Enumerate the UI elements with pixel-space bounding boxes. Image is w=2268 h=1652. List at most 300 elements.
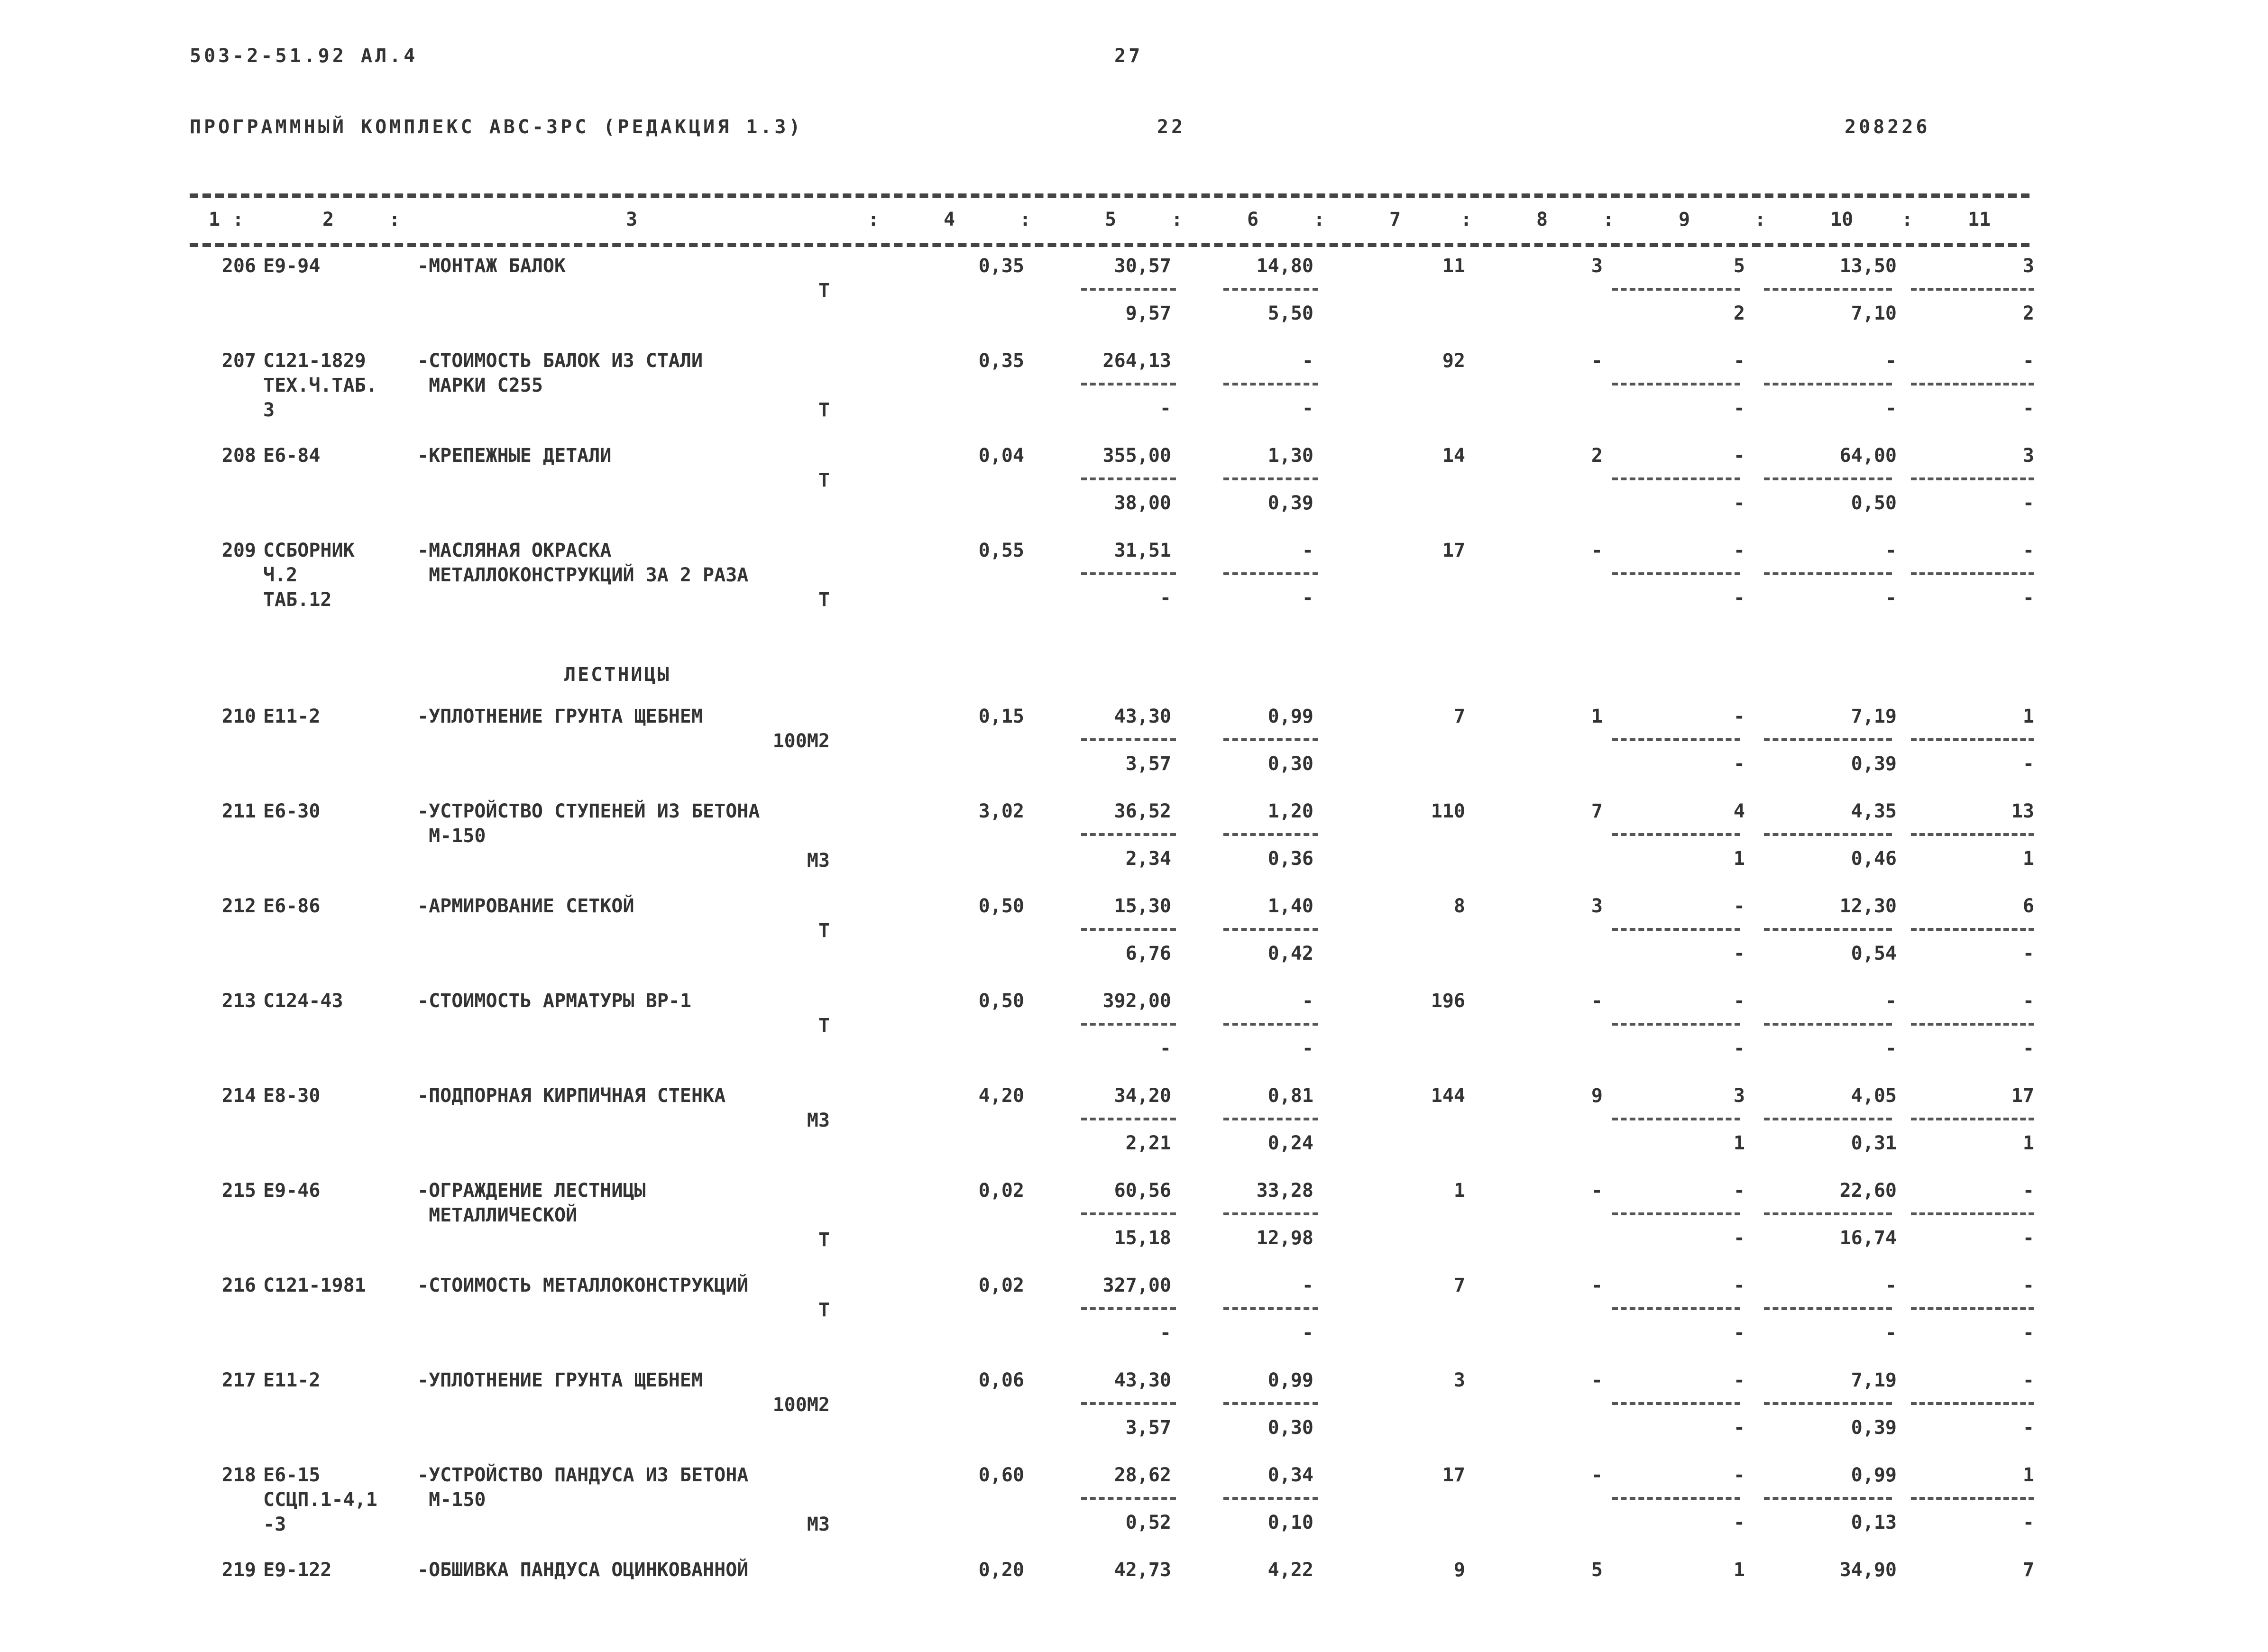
row-quantity: 0,35 bbox=[978, 350, 1024, 372]
col11-value: 3 bbox=[2022, 445, 2034, 467]
row-unit: Т bbox=[818, 1015, 830, 1037]
row-quantity: 0,20 bbox=[978, 1559, 1024, 1581]
col6-subvalue: 5,50 bbox=[1267, 303, 1313, 324]
col7-value: 7 bbox=[1453, 706, 1465, 727]
subtotal-rule bbox=[1764, 477, 1892, 480]
col9-subvalue: 1 bbox=[1733, 1132, 1745, 1154]
col5-value: 43,30 bbox=[1114, 1369, 1171, 1391]
col8-value: - bbox=[1591, 350, 1603, 372]
col8-value: - bbox=[1591, 1464, 1603, 1486]
col7-value: 110 bbox=[1431, 800, 1465, 822]
col11-value: 6 bbox=[2022, 895, 2034, 917]
col5-subvalue: - bbox=[1159, 587, 1171, 609]
page-number: 27 bbox=[1114, 45, 1143, 67]
col10-value: 13,50 bbox=[1839, 255, 1897, 277]
row-quantity: 0,50 bbox=[978, 895, 1024, 917]
col5-subvalue: 0,52 bbox=[1125, 1512, 1171, 1533]
row-description: -ОГРАЖДЕНИЕ ЛЕСТНИЦЫ bbox=[417, 1180, 646, 1202]
col6-subvalue: 0,30 bbox=[1267, 1417, 1313, 1439]
row-number: 219 bbox=[221, 1559, 256, 1581]
row-description: М-150 bbox=[417, 825, 486, 847]
col6-value: 0,99 bbox=[1267, 1369, 1313, 1391]
subtotal-rule bbox=[1911, 1118, 2034, 1120]
col9-subvalue: 1 bbox=[1733, 848, 1745, 870]
col10-value: 0,99 bbox=[1851, 1464, 1897, 1486]
col11-value: 17 bbox=[2011, 1085, 2034, 1107]
row-number: 213 bbox=[221, 990, 256, 1012]
col11-subvalue: - bbox=[2022, 943, 2034, 964]
col5-value: 327,00 bbox=[1102, 1275, 1171, 1296]
row-code: Ч.2 bbox=[263, 564, 298, 586]
subtotal-rule bbox=[1081, 1497, 1176, 1500]
col8-value: - bbox=[1591, 1275, 1603, 1296]
col11-value: - bbox=[2022, 350, 2034, 372]
col10-subvalue: 7,10 bbox=[1851, 303, 1897, 324]
col8-value: 2 bbox=[1591, 445, 1603, 467]
col10-subvalue: - bbox=[1885, 1322, 1897, 1344]
col9-value: - bbox=[1733, 706, 1745, 727]
column-separator: : bbox=[232, 209, 244, 230]
row-description: -СТОИМОСТЬ АРМАТУРЫ ВР-1 bbox=[417, 990, 691, 1012]
col7-value: 14 bbox=[1442, 445, 1465, 467]
col10-subvalue: 0,39 bbox=[1851, 753, 1897, 775]
col10-value: - bbox=[1885, 990, 1897, 1012]
col6-subvalue: 0,30 bbox=[1267, 753, 1313, 775]
col5-value: 31,51 bbox=[1114, 540, 1171, 561]
col8-value: 9 bbox=[1591, 1085, 1603, 1107]
row-code: 3 bbox=[263, 399, 275, 421]
subtotal-rule bbox=[1612, 833, 1740, 836]
col6-subvalue: - bbox=[1302, 397, 1313, 419]
subtotal-rule bbox=[1911, 1212, 2034, 1215]
row-unit: М3 bbox=[807, 1110, 830, 1131]
subtotal-rule bbox=[1911, 1307, 2034, 1310]
subtotal-rule bbox=[1911, 383, 2034, 385]
col6-value: 4,22 bbox=[1267, 1559, 1313, 1581]
subtotal-rule bbox=[1081, 1307, 1176, 1310]
subtotal-rule bbox=[1081, 1118, 1176, 1120]
col10-value: 22,60 bbox=[1839, 1180, 1897, 1202]
row-number: 210 bbox=[221, 706, 256, 727]
row-quantity: 3,02 bbox=[978, 800, 1024, 822]
col11-value: 3 bbox=[2022, 255, 2034, 277]
row-description: -УСТРОЙСТВО СТУПЕНЕЙ ИЗ БЕТОНА bbox=[417, 800, 760, 822]
row-description: -АРМИРОВАНИЕ СЕТКОЙ bbox=[417, 895, 634, 917]
subtotal-rule bbox=[1081, 383, 1176, 385]
col10-value: 12,30 bbox=[1839, 895, 1897, 917]
subtotal-rule bbox=[1081, 1023, 1176, 1026]
row-code: Е9-122 bbox=[263, 1559, 332, 1581]
col11-subvalue: - bbox=[2022, 1322, 2034, 1344]
col6-value: - bbox=[1302, 350, 1313, 372]
col7-value: 17 bbox=[1442, 1464, 1465, 1486]
subtotal-rule bbox=[1081, 1212, 1176, 1215]
row-description: -УПЛОТНЕНИЕ ГРУНТА ЩЕБНЕМ bbox=[417, 706, 703, 727]
subtotal-rule bbox=[1223, 1307, 1318, 1310]
col11-value: - bbox=[2022, 1369, 2034, 1391]
col9-subvalue: - bbox=[1733, 943, 1745, 964]
col6-value: 0,34 bbox=[1267, 1464, 1313, 1486]
subtotal-rule bbox=[1612, 1023, 1740, 1026]
col10-value: - bbox=[1885, 350, 1897, 372]
col7-value: 92 bbox=[1442, 350, 1465, 372]
column-separator: : bbox=[1901, 209, 1913, 230]
col5-subvalue: 9,57 bbox=[1125, 303, 1171, 324]
col6-subvalue: 0,39 bbox=[1267, 492, 1313, 514]
subtotal-rule bbox=[1911, 1023, 2034, 1026]
row-description: МЕТАЛЛИЧЕСКОЙ bbox=[417, 1204, 578, 1226]
col9-value: - bbox=[1733, 1369, 1745, 1391]
subtotal-rule bbox=[1911, 833, 2034, 836]
subtotal-rule bbox=[1223, 928, 1318, 931]
subtotal-rule bbox=[1764, 1023, 1892, 1026]
row-code: Е6-15 bbox=[263, 1464, 321, 1486]
row-quantity: 0,04 bbox=[978, 445, 1024, 467]
col6-subvalue: - bbox=[1302, 1322, 1313, 1344]
subtotal-rule bbox=[1911, 288, 2034, 291]
row-code: ССЦП.1-4,1 bbox=[263, 1489, 377, 1511]
col11-subvalue: - bbox=[2022, 397, 2034, 419]
subtotal-rule bbox=[1223, 1023, 1318, 1026]
col8-value: - bbox=[1591, 540, 1603, 561]
col9-subvalue: - bbox=[1733, 1322, 1745, 1344]
column-header-10: 10 bbox=[1830, 209, 1854, 230]
row-unit: Т bbox=[818, 1299, 830, 1321]
row-code: С121-1981 bbox=[263, 1275, 366, 1296]
subtotal-rule bbox=[1764, 1497, 1892, 1500]
col6-value: 33,28 bbox=[1256, 1180, 1313, 1202]
col11-value: - bbox=[2022, 540, 2034, 561]
col11-value: - bbox=[2022, 1180, 2034, 1202]
row-quantity: 0,55 bbox=[978, 540, 1024, 561]
column-separator: : bbox=[389, 209, 401, 230]
col11-value: - bbox=[2022, 990, 2034, 1012]
subtotal-rule bbox=[1612, 1118, 1740, 1120]
subtotal-rule bbox=[1764, 1118, 1892, 1120]
col5-subvalue: 2,21 bbox=[1125, 1132, 1171, 1154]
col8-value: 1 bbox=[1591, 706, 1603, 727]
col5-subvalue: - bbox=[1159, 1037, 1171, 1059]
subtotal-rule bbox=[1911, 477, 2034, 480]
col8-value: - bbox=[1591, 1180, 1603, 1202]
col11-subvalue: - bbox=[2022, 753, 2034, 775]
col10-subvalue: - bbox=[1885, 587, 1897, 609]
subtotal-rule bbox=[1081, 928, 1176, 931]
col10-value: 4,05 bbox=[1851, 1085, 1897, 1107]
table-top-rule bbox=[190, 193, 2029, 198]
col9-subvalue: - bbox=[1733, 1417, 1745, 1439]
col10-subvalue: 0,39 bbox=[1851, 1417, 1897, 1439]
col10-value: 4,35 bbox=[1851, 800, 1897, 822]
col10-value: 7,19 bbox=[1851, 1369, 1897, 1391]
col8-value: 7 bbox=[1591, 800, 1603, 822]
row-quantity: 0,02 bbox=[978, 1180, 1024, 1202]
subtotal-rule bbox=[1081, 477, 1176, 480]
col6-value: 0,81 bbox=[1267, 1085, 1313, 1107]
subtotal-rule bbox=[1612, 383, 1740, 385]
subtotal-rule bbox=[1081, 1402, 1176, 1405]
row-number: 209 bbox=[221, 540, 256, 561]
subtotal-rule bbox=[1764, 738, 1892, 741]
row-unit: Т bbox=[818, 589, 830, 611]
col10-value: 34,90 bbox=[1839, 1559, 1897, 1581]
row-code: С121-1829 bbox=[263, 350, 366, 372]
col6-subvalue: 0,42 bbox=[1267, 943, 1313, 964]
col9-value: - bbox=[1733, 895, 1745, 917]
subtotal-rule bbox=[1223, 738, 1318, 741]
row-unit: 100М2 bbox=[772, 730, 830, 752]
col11-subvalue: - bbox=[2022, 492, 2034, 514]
col9-value: 5 bbox=[1733, 255, 1745, 277]
subtotal-rule bbox=[1612, 288, 1740, 291]
col7-value: 144 bbox=[1431, 1085, 1465, 1107]
row-quantity: 0,35 bbox=[978, 255, 1024, 277]
col7-value: 8 bbox=[1453, 895, 1465, 917]
col6-subvalue: 12,98 bbox=[1256, 1227, 1313, 1249]
row-code: -3 bbox=[263, 1514, 286, 1535]
col11-value: 7 bbox=[2022, 1559, 2034, 1581]
col8-value: - bbox=[1591, 990, 1603, 1012]
row-number: 217 bbox=[221, 1369, 256, 1391]
col10-subvalue: - bbox=[1885, 397, 1897, 419]
column-header-2: 2 bbox=[322, 209, 334, 230]
row-description: -СТОИМОСТЬ МЕТАЛЛОКОНСТРУКЦИЙ bbox=[417, 1275, 749, 1296]
column-separator: : bbox=[1754, 209, 1766, 230]
col5-subvalue: 15,18 bbox=[1114, 1227, 1171, 1249]
col10-subvalue: 0,50 bbox=[1851, 492, 1897, 514]
col9-subvalue: - bbox=[1733, 587, 1745, 609]
row-description: -КРЕПЕЖНЫЕ ДЕТАЛИ bbox=[417, 445, 612, 467]
row-unit: Т bbox=[818, 469, 830, 491]
subtotal-rule bbox=[1911, 1402, 2034, 1405]
row-code: Е9-94 bbox=[263, 255, 321, 277]
col8-value: 5 bbox=[1591, 1559, 1603, 1581]
col7-value: 3 bbox=[1453, 1369, 1465, 1391]
col5-subvalue: 3,57 bbox=[1125, 753, 1171, 775]
col6-value: 14,80 bbox=[1256, 255, 1313, 277]
column-separator: : bbox=[1019, 209, 1031, 230]
col5-value: 355,00 bbox=[1102, 445, 1171, 467]
column-header-6: 6 bbox=[1247, 209, 1259, 230]
row-description: -МОНТАЖ БАЛОК bbox=[417, 255, 566, 277]
col5-value: 60,56 bbox=[1114, 1180, 1171, 1202]
row-number: 208 bbox=[221, 445, 256, 467]
row-number: 218 bbox=[221, 1464, 256, 1486]
col5-subvalue: 38,00 bbox=[1114, 492, 1171, 514]
row-code: Е11-2 bbox=[263, 706, 321, 727]
col6-subvalue: - bbox=[1302, 587, 1313, 609]
col5-subvalue: 6,76 bbox=[1125, 943, 1171, 964]
subtotal-rule bbox=[1764, 928, 1892, 931]
document-code: 503-2-51.92 АЛ.4 bbox=[190, 45, 418, 67]
row-number: 215 bbox=[221, 1180, 256, 1202]
subtotal-rule bbox=[1223, 288, 1318, 291]
subtotal-rule bbox=[1764, 833, 1892, 836]
column-separator: : bbox=[1171, 209, 1183, 230]
row-quantity: 0,50 bbox=[978, 990, 1024, 1012]
row-number: 211 bbox=[221, 800, 256, 822]
col6-subvalue: 0,10 bbox=[1267, 1512, 1313, 1533]
col11-subvalue: - bbox=[2022, 1417, 2034, 1439]
col5-value: 30,57 bbox=[1114, 255, 1171, 277]
subtotal-rule bbox=[1911, 928, 2034, 931]
col6-subvalue: 0,24 bbox=[1267, 1132, 1313, 1154]
column-header-5: 5 bbox=[1105, 209, 1117, 230]
col9-subvalue: - bbox=[1733, 1227, 1745, 1249]
col5-value: 15,30 bbox=[1114, 895, 1171, 917]
col10-subvalue: 0,31 bbox=[1851, 1132, 1897, 1154]
col5-subvalue: - bbox=[1159, 1322, 1171, 1344]
col5-subvalue: 2,34 bbox=[1125, 848, 1171, 870]
row-number: 207 bbox=[221, 350, 256, 372]
row-quantity: 0,60 bbox=[978, 1464, 1024, 1486]
col9-subvalue: - bbox=[1733, 492, 1745, 514]
column-separator: : bbox=[1460, 209, 1472, 230]
column-header-7: 7 bbox=[1389, 209, 1401, 230]
col6-value: 1,20 bbox=[1267, 800, 1313, 822]
row-quantity: 0,02 bbox=[978, 1275, 1024, 1296]
col10-subvalue: 0,46 bbox=[1851, 848, 1897, 870]
col11-subvalue: - bbox=[2022, 587, 2034, 609]
program-title: ПРОГРАММНЫЙ КОМПЛЕКС АВС-3РС (РЕДАКЦИЯ 1.3) bbox=[190, 116, 803, 138]
row-unit: Т bbox=[818, 1229, 830, 1251]
row-number: 216 bbox=[221, 1275, 256, 1296]
col11-subvalue: 2 bbox=[2022, 303, 2034, 324]
row-code: ТАБ.12 bbox=[263, 589, 332, 611]
column-header-4: 4 bbox=[944, 209, 955, 230]
col10-subvalue: 0,54 bbox=[1851, 943, 1897, 964]
row-unit: М3 bbox=[807, 1514, 830, 1535]
row-code: Е6-84 bbox=[263, 445, 321, 467]
col11-value: 13 bbox=[2011, 800, 2034, 822]
row-code: Е6-86 bbox=[263, 895, 321, 917]
row-description: -СТОИМОСТЬ БАЛОК ИЗ СТАЛИ bbox=[417, 350, 703, 372]
col9-subvalue: 2 bbox=[1733, 303, 1745, 324]
col9-value: - bbox=[1733, 1275, 1745, 1296]
row-number: 212 bbox=[221, 895, 256, 917]
subtotal-rule bbox=[1612, 477, 1740, 480]
column-header-3: 3 bbox=[626, 209, 638, 230]
subtotal-rule bbox=[1223, 477, 1318, 480]
subtotal-rule bbox=[1081, 833, 1176, 836]
col9-value: - bbox=[1733, 990, 1745, 1012]
subtotal-rule bbox=[1612, 572, 1740, 575]
col7-value: 11 bbox=[1442, 255, 1465, 277]
col11-value: - bbox=[2022, 1275, 2034, 1296]
column-header-8: 8 bbox=[1536, 209, 1548, 230]
row-code: Е11-2 bbox=[263, 1369, 321, 1391]
table-header-rule bbox=[190, 243, 2029, 247]
row-unit: М3 bbox=[807, 850, 830, 872]
subtotal-rule bbox=[1764, 383, 1892, 385]
subtotal-rule bbox=[1764, 1402, 1892, 1405]
col10-subvalue: - bbox=[1885, 1037, 1897, 1059]
subtotal-rule bbox=[1612, 1307, 1740, 1310]
subtotal-rule bbox=[1081, 572, 1176, 575]
row-quantity: 0,15 bbox=[978, 706, 1024, 727]
subtotal-rule bbox=[1081, 288, 1176, 291]
subtotal-rule bbox=[1081, 738, 1176, 741]
col8-value: 3 bbox=[1591, 895, 1603, 917]
col6-value: 1,30 bbox=[1267, 445, 1313, 467]
col10-value: 7,19 bbox=[1851, 706, 1897, 727]
row-unit: Т bbox=[818, 399, 830, 421]
col5-value: 43,30 bbox=[1114, 706, 1171, 727]
column-header-11: 11 bbox=[1968, 209, 1991, 230]
row-code: Е8-30 bbox=[263, 1085, 321, 1107]
subtotal-rule bbox=[1911, 738, 2034, 741]
col6-value: - bbox=[1302, 540, 1313, 561]
row-code: Е9-46 bbox=[263, 1180, 321, 1202]
column-separator: : bbox=[868, 209, 880, 230]
row-description: -МАСЛЯНАЯ ОКРАСКА bbox=[417, 540, 612, 561]
col9-value: - bbox=[1733, 1180, 1745, 1202]
col7-value: 7 bbox=[1453, 1275, 1465, 1296]
col9-subvalue: - bbox=[1733, 1037, 1745, 1059]
row-unit: Т bbox=[818, 920, 830, 942]
col9-value: 1 bbox=[1733, 1559, 1745, 1581]
col9-value: - bbox=[1733, 445, 1745, 467]
column-separator: : bbox=[1603, 209, 1615, 230]
col11-value: 1 bbox=[2022, 706, 2034, 727]
col10-value: 64,00 bbox=[1839, 445, 1897, 467]
col10-subvalue: 0,13 bbox=[1851, 1512, 1897, 1533]
row-description: М-150 bbox=[417, 1489, 486, 1511]
col6-subvalue: 0,36 bbox=[1267, 848, 1313, 870]
subtotal-rule bbox=[1764, 1307, 1892, 1310]
col5-value: 392,00 bbox=[1102, 990, 1171, 1012]
col7-value: 9 bbox=[1453, 1559, 1465, 1581]
col11-subvalue: 1 bbox=[2022, 848, 2034, 870]
row-description: -УПЛОТНЕНИЕ ГРУНТА ЩЕБНЕМ bbox=[417, 1369, 703, 1391]
col10-value: - bbox=[1885, 540, 1897, 561]
subtotal-rule bbox=[1612, 928, 1740, 931]
col7-value: 17 bbox=[1442, 540, 1465, 561]
col11-subvalue: - bbox=[2022, 1512, 2034, 1533]
column-header-1: 1 bbox=[209, 209, 220, 230]
col7-value: 196 bbox=[1431, 990, 1465, 1012]
col11-value: 1 bbox=[2022, 1464, 2034, 1486]
row-unit: 100М2 bbox=[772, 1394, 830, 1416]
subtotal-rule bbox=[1911, 572, 2034, 575]
col6-subvalue: - bbox=[1302, 1037, 1313, 1059]
col10-value: - bbox=[1885, 1275, 1897, 1296]
col9-value: 4 bbox=[1733, 800, 1745, 822]
subtotal-rule bbox=[1764, 1212, 1892, 1215]
col6-value: - bbox=[1302, 1275, 1313, 1296]
col5-value: 42,73 bbox=[1114, 1559, 1171, 1581]
subtotal-rule bbox=[1223, 1497, 1318, 1500]
subtotal-rule bbox=[1612, 1402, 1740, 1405]
row-code: ТЕХ.Ч.ТАБ. bbox=[263, 375, 377, 396]
document-number: 208226 bbox=[1845, 116, 1930, 138]
col5-value: 36,52 bbox=[1114, 800, 1171, 822]
col11-subvalue: - bbox=[2022, 1037, 2034, 1059]
col8-value: 3 bbox=[1591, 255, 1603, 277]
col9-value: - bbox=[1733, 1464, 1745, 1486]
subtotal-rule bbox=[1223, 572, 1318, 575]
subtotal-rule bbox=[1223, 833, 1318, 836]
subtotal-rule bbox=[1223, 1402, 1318, 1405]
col9-subvalue: - bbox=[1733, 1512, 1745, 1533]
col6-value: 0,99 bbox=[1267, 706, 1313, 727]
col9-subvalue: - bbox=[1733, 753, 1745, 775]
subtotal-rule bbox=[1764, 288, 1892, 291]
subtotal-rule bbox=[1223, 383, 1318, 385]
row-description: МАРКИ С255 bbox=[417, 375, 543, 396]
column-separator: : bbox=[1313, 209, 1325, 230]
col5-subvalue: - bbox=[1159, 397, 1171, 419]
